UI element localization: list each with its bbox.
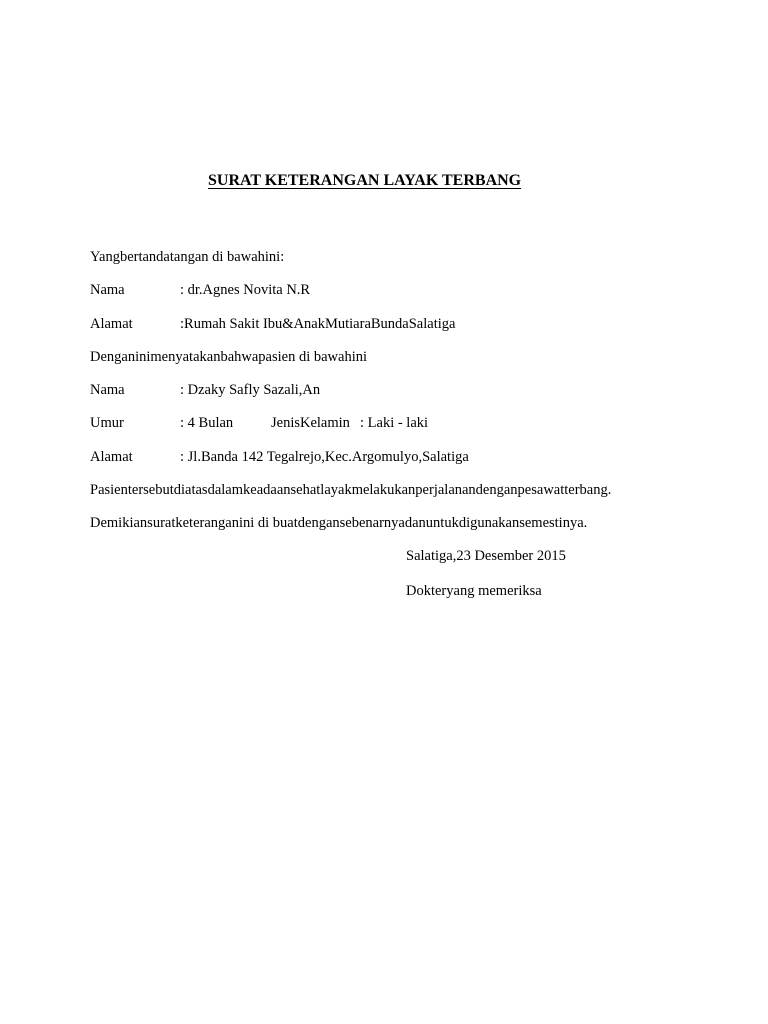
patient-address-value: : Jl.Banda 142 Tegalrejo,Kec.Argomulyo,Salatiga <box>180 449 469 465</box>
patient-age-label: Umur <box>90 415 124 431</box>
doctor-address-value: :Rumah Sakit Ibu&AnakMutiaraBundaSalatiga <box>180 316 456 332</box>
patient-name-label: Nama <box>90 382 125 398</box>
statement-text: Denganinimenyatakanbahwapasien di bawahini <box>90 349 368 365</box>
document-title: SURAT KETERANGAN LAYAK TERBANG <box>208 172 522 189</box>
fitness-statement: Pasientersebutdiatasdalamkeadaansehatlayakmelakukanperjalanandenganpesawatterbang. <box>90 482 612 498</box>
closing-text: Demikiansuratketeranganini di buatdengansebenarnyadanuntukdigunakansemestinya. <box>90 515 588 531</box>
intro-text: Yangbertandatangan di bawahini: <box>90 249 285 265</box>
doctor-name-label: Nama <box>90 282 125 298</box>
patient-address-label: Alamat <box>90 449 133 465</box>
signer-title: Dokteryang memeriksa <box>406 583 542 599</box>
patient-age-value: : 4 Bulan <box>180 415 234 431</box>
patient-gender-value: : Laki - laki <box>360 415 429 431</box>
doctor-name-value: : dr.Agnes Novita N.R <box>180 282 311 298</box>
doctor-address-label: Alamat <box>90 316 133 332</box>
patient-gender-label: JenisKelamin <box>271 415 350 431</box>
patient-name-value: : Dzaky Safly Sazali,An <box>180 382 321 398</box>
place-date: Salatiga,23 Desember 2015 <box>406 548 566 564</box>
